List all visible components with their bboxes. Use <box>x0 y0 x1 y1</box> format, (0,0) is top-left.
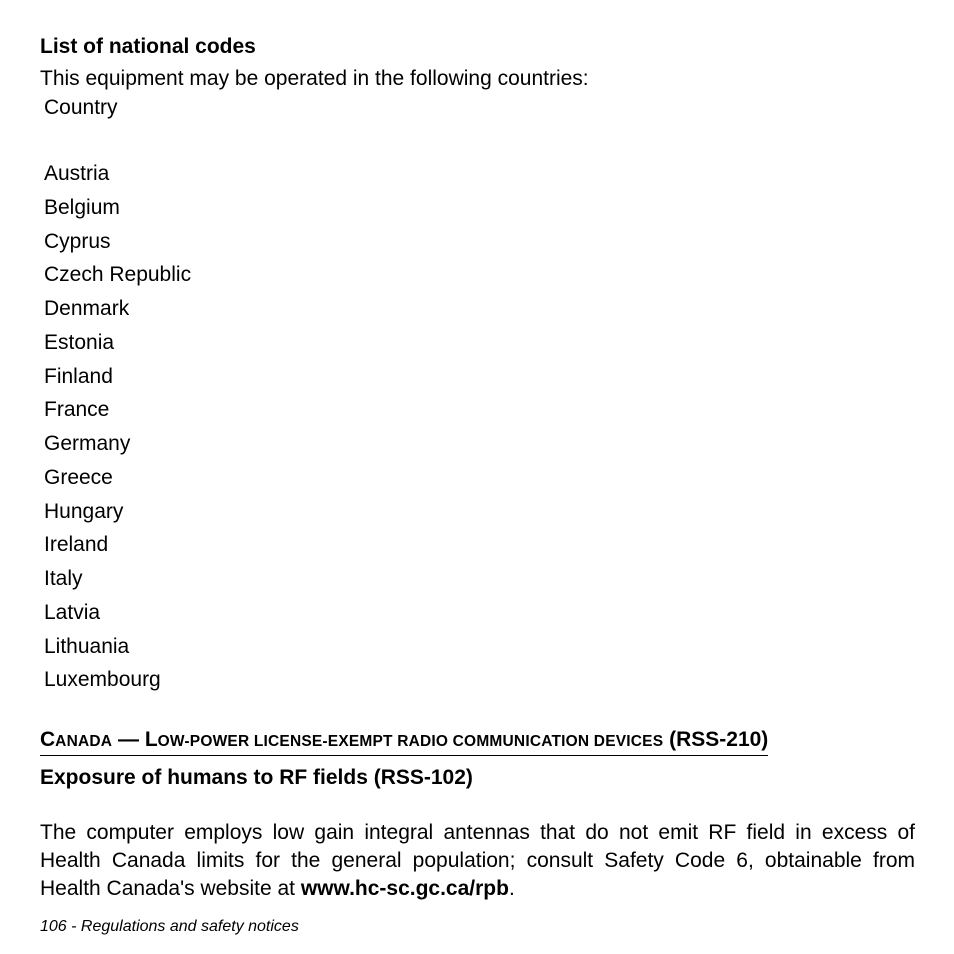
country-item: Finland <box>44 364 113 388</box>
country-list <box>44 161 191 701</box>
exposure-paragraph <box>40 819 915 903</box>
country-item: Denmark <box>44 297 130 320</box>
country-column-header: Country <box>44 96 118 119</box>
paragraph-end: . <box>508 877 515 900</box>
country-item: France <box>44 398 110 422</box>
country-item: Luxembourg <box>44 668 161 692</box>
title-part: (RSS-210) <box>663 728 769 751</box>
country-item: Greece <box>44 465 113 489</box>
country-item: Italy <box>44 567 83 590</box>
country-item: Belgium <box>44 195 120 219</box>
country-item: Ireland <box>44 533 109 557</box>
country-item: Lithuania <box>44 634 130 658</box>
country-item: Estonia <box>44 330 115 354</box>
country-item: Hungary <box>44 499 124 523</box>
website-link: www.hc-sc.gc.ca/rpb <box>300 877 509 900</box>
country-item: Germany <box>44 432 131 455</box>
page-footer: 106 - Regulations and safety notices <box>40 918 299 935</box>
country-item: Czech Republic <box>44 263 192 287</box>
country-item: Cyprus <box>44 229 111 253</box>
title-part: C <box>40 728 56 751</box>
title-part: ANADA <box>55 733 113 750</box>
country-item: Latvia <box>44 600 101 624</box>
title-part: L <box>144 728 158 751</box>
title-part: OW-POWER LICENSE-EXEMPT RADIO COMMUNICATION DEVICES <box>157 733 664 750</box>
canada-section-title <box>40 728 768 756</box>
national-codes-heading: List of national codes <box>40 35 256 58</box>
paragraph-text: The computer employs low gain integral antennas that do not emit RF field in excess of Health Canada limits for the general population; consult Safety Code 6, obtainable from Health Canada's website at <box>40 821 915 900</box>
national-codes-intro: This equipment may be operated in the following countries: <box>40 67 589 90</box>
title-part: — <box>112 728 145 751</box>
country-item: Austria <box>44 162 110 185</box>
exposure-heading: Exposure of humans to RF fields (RSS-102) <box>40 766 473 789</box>
